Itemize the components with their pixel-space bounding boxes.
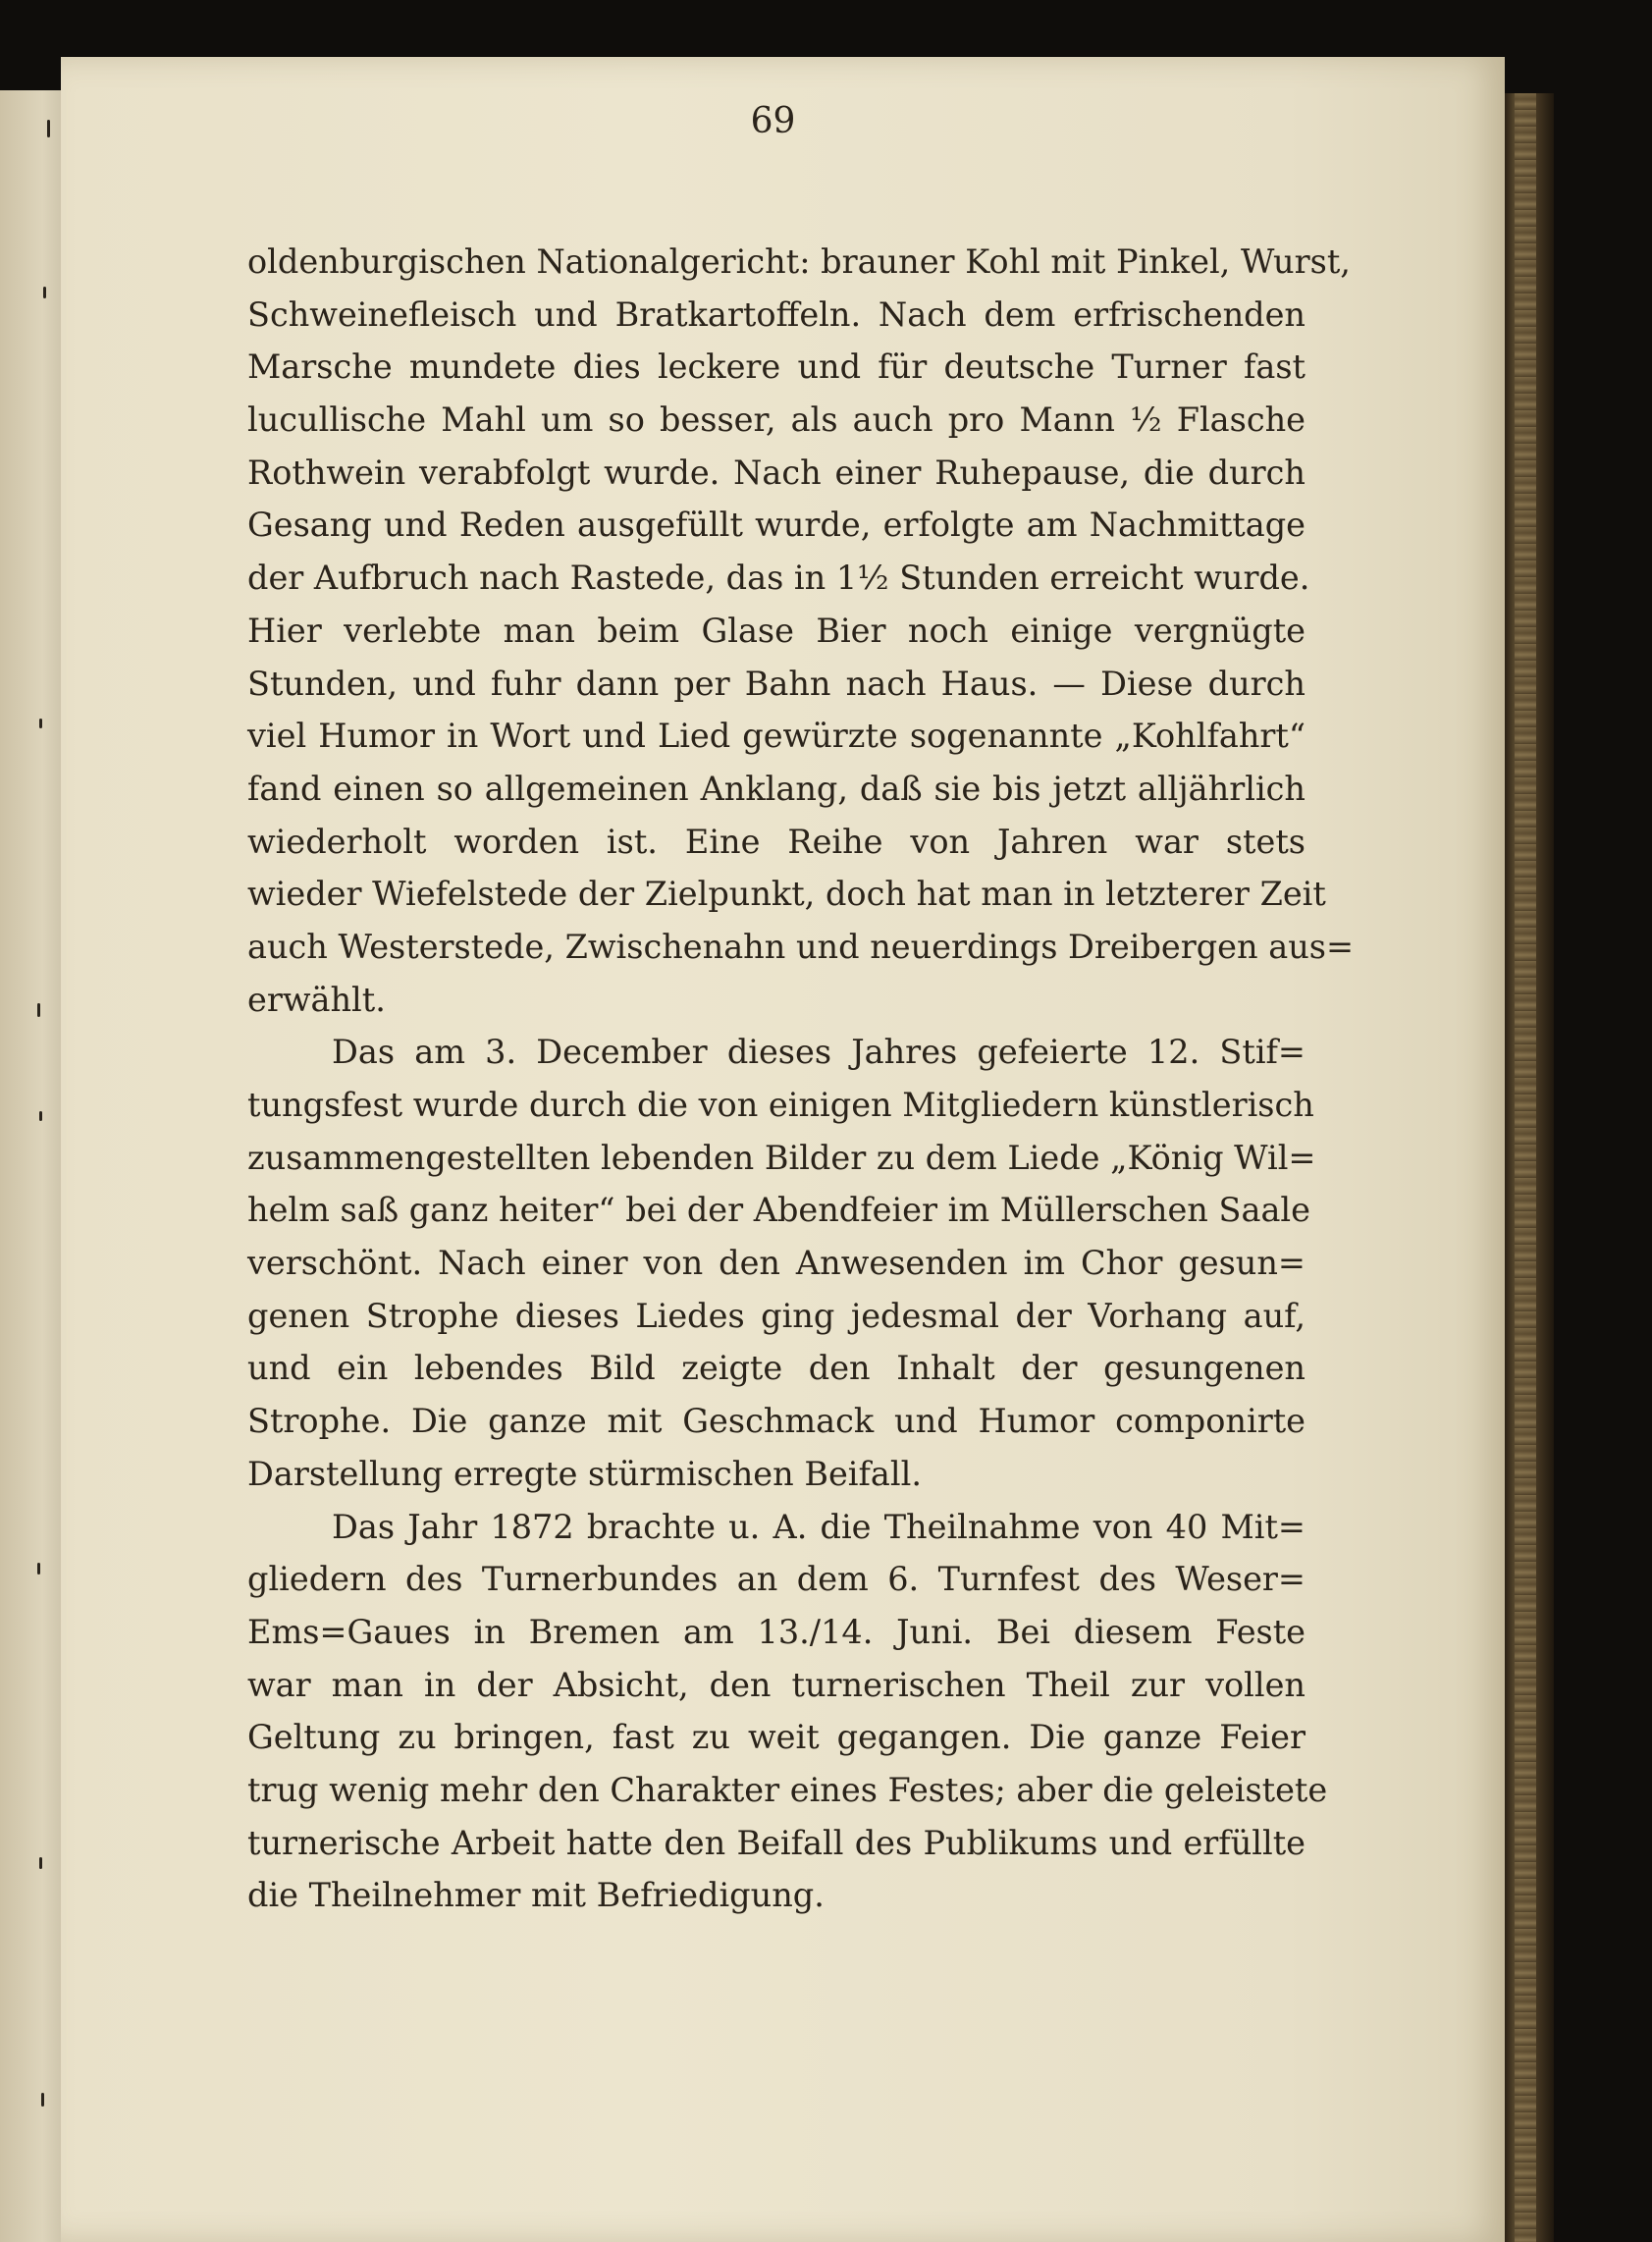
- text-line: tungsfest wurde durch die von einigen Mitgliedern künstlerisch: [247, 1086, 1314, 1124]
- text-line: Gesang und Reden ausgefüllt wurde, erfolgte am Nachmittage: [247, 506, 1306, 545]
- text-line: Das Jahr 1872 brachte u. A. die Theilnahme von 40 Mit=: [332, 1507, 1306, 1546]
- body-text: [247, 236, 1355, 1922]
- text-line: wieder Wiefelstede der Zielpunkt, doch hat man in letzterer Zeit: [247, 875, 1326, 914]
- text-line: Hier verlebte man beim Glase Bier noch einige vergnügte: [247, 611, 1306, 650]
- text-line: Strophe. Die ganze mit Geschmack und Humor componirte: [247, 1402, 1306, 1441]
- text-line: Geltung zu bringen, fast zu weit gegangen. Die ganze Feier: [247, 1718, 1306, 1757]
- text-line: Rothwein verabfolgt wurde. Nach einer Ruhepause, die durch: [247, 453, 1306, 492]
- page-number: 69: [750, 101, 796, 141]
- text-line: zusammengestellten lebenden Bilder zu dem Liede „König Wil=: [247, 1138, 1316, 1177]
- text-line: die Theilnehmer mit Befriedigung.: [247, 1876, 825, 1915]
- text-line: und ein lebendes Bild zeigte den Inhalt der gesungenen: [247, 1349, 1306, 1388]
- text-line: Das am 3. December dieses Jahres gefeierte 12. Stif=: [332, 1033, 1306, 1072]
- text-line: trug wenig mehr den Charakter eines Festes; aber die geleistete: [247, 1770, 1328, 1809]
- text-line: fand einen so allgemeinen Anklang, daß sie bis jetzt alljährlich: [247, 769, 1306, 808]
- text-line: Stunden, und fuhr dann per Bahn nach Haus. — Diese durch: [247, 664, 1306, 703]
- text-line: erwählt.: [247, 980, 386, 1019]
- text-line: verschönt. Nach einer von den Anwesenden im Chor gesun=: [247, 1244, 1306, 1283]
- text-line: Darstellung erregte stürmischen Beifall.: [247, 1454, 922, 1493]
- text-line: genen Strophe dieses Liedes ging jedesmal der Vorhang auf,: [247, 1296, 1306, 1335]
- text-line: Ems=Gaues in Bremen am 13./14. Juni. Bei diesem Feste: [247, 1612, 1306, 1651]
- text-line: Schweinefleisch und Bratkartoffeln. Nach dem erfrischenden: [247, 294, 1306, 334]
- text-line: auch Westerstede, Zwischenahn und neuerdings Dreibergen aus=: [247, 927, 1355, 966]
- book-binding-edge: [1505, 93, 1554, 2242]
- text-line: gliedern des Turnerbundes an dem 6. Turnfest des Weser=: [247, 1560, 1306, 1599]
- text-line: oldenburgischen Nationalgericht: brauner Kohl mit Pinkel, Wurst,: [247, 242, 1351, 281]
- text-line: viel Humor in Wort und Lied gewürzte sogenannte „Kohlfahrt“: [247, 717, 1306, 756]
- previous-page-edge: [0, 90, 61, 2242]
- text-line: wiederholt worden ist. Eine Reihe von Jahren war stets: [247, 822, 1306, 861]
- text-line: war man in der Absicht, den turnerischen Theil zur vollen: [247, 1665, 1306, 1704]
- text-line: lucullische Mahl um so besser, als auch pro Mann ½ Flasche: [247, 400, 1306, 440]
- text-line: der Aufbruch nach Rastede, das in 1½ Stunden erreicht wurde.: [247, 559, 1310, 598]
- text-line: turnerische Arbeit hatte den Beifall des Publikums und erfüllte: [247, 1823, 1306, 1862]
- text-line: Marsche mundete dies leckere und für deutsche Turner fast: [247, 347, 1306, 387]
- text-line: helm saß ganz heiter“ bei der Abendfeier im Müllerschen Saale: [247, 1191, 1310, 1230]
